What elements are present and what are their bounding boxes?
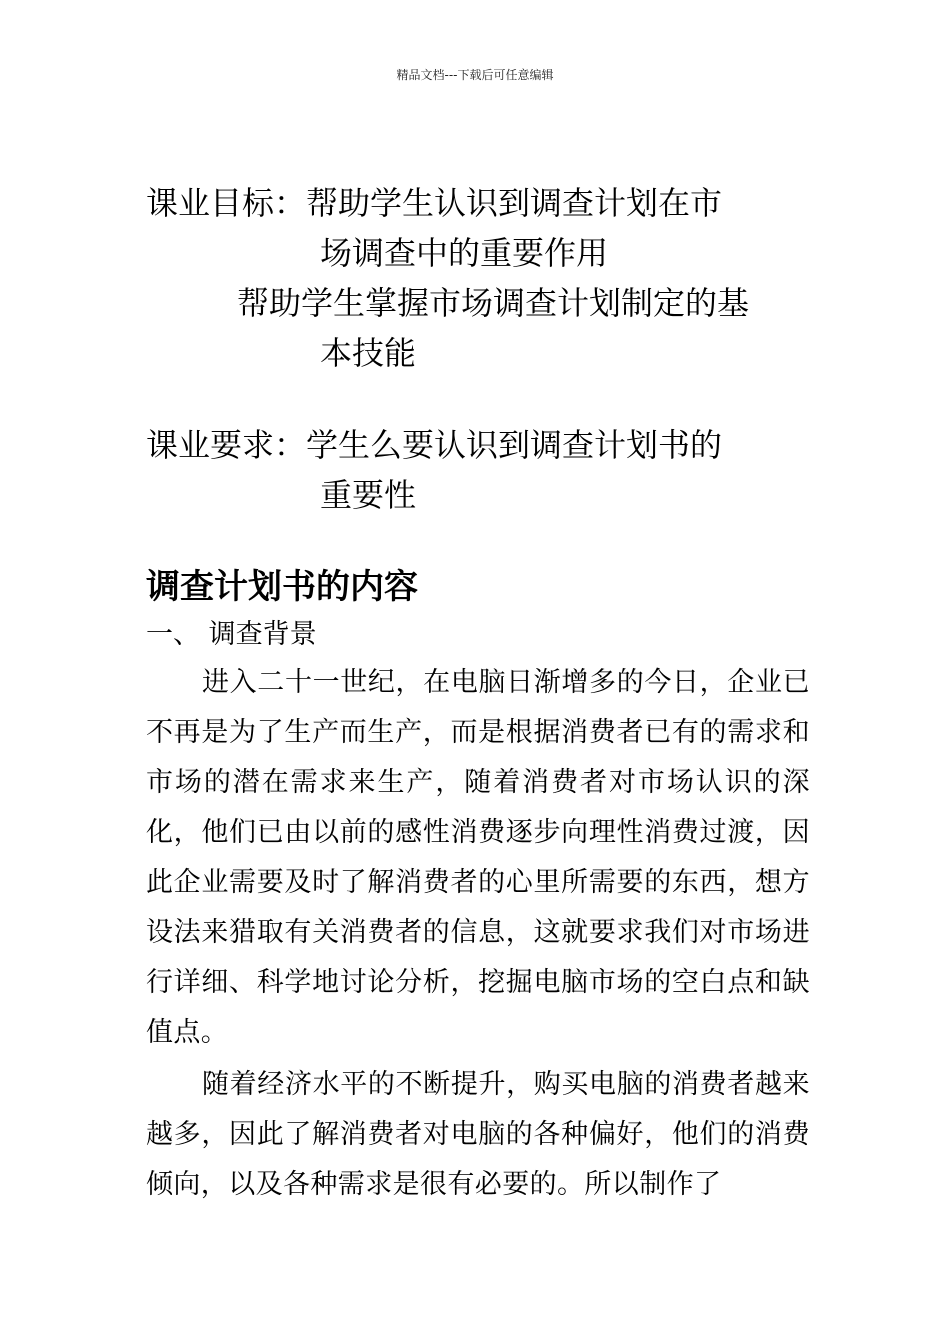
section-title: 调查计划书的内容 bbox=[146, 567, 418, 607]
goal-line-3: 帮助学生掌握市场调查计划制定的基 bbox=[237, 284, 750, 322]
course-goal bbox=[146, 178, 810, 378]
section-subtitle: 一、 调查背景 bbox=[146, 619, 317, 650]
goal-line-4: 本技能 bbox=[320, 334, 417, 372]
requirement-line-2: 重要性 bbox=[320, 476, 417, 514]
page-header: 精品文档---下载后可任意编辑 bbox=[396, 68, 554, 82]
paragraph: 进入二十一世纪，在电脑日渐增多的今日，企业已不再是为了生产而生产，而是根据消费者已有的需求和市场的潜在需求来生产，随着消费者对市场认识的深化，他们已由以前的感性消费逐步向理性消费过渡，因此企业需要及时了解消费者的心里所需要的东西，想方设法来猎取有关消费者的信息，这就要求我们对市场进行详细、科学地讨论分析，挖掘电脑市场的空白点和缺值点。 bbox=[146, 667, 810, 1048]
course-requirement bbox=[146, 420, 810, 520]
document-body bbox=[146, 178, 810, 1210]
goal-line-1: 课业目标：帮助学生认识到调查计划在市 bbox=[146, 184, 723, 222]
requirement-line-1: 课业要求：学生么要认识到调查计划书的 bbox=[146, 426, 723, 464]
paragraph: 随着经济水平的不断提升，购买电脑的消费者越来越多，因此了解消费者对电脑的各种偏好，他们的消费倾向，以及各种需求是很有必要的。所以制作了 bbox=[146, 1069, 810, 1200]
goal-line-2: 场调查中的重要作用 bbox=[320, 234, 609, 272]
